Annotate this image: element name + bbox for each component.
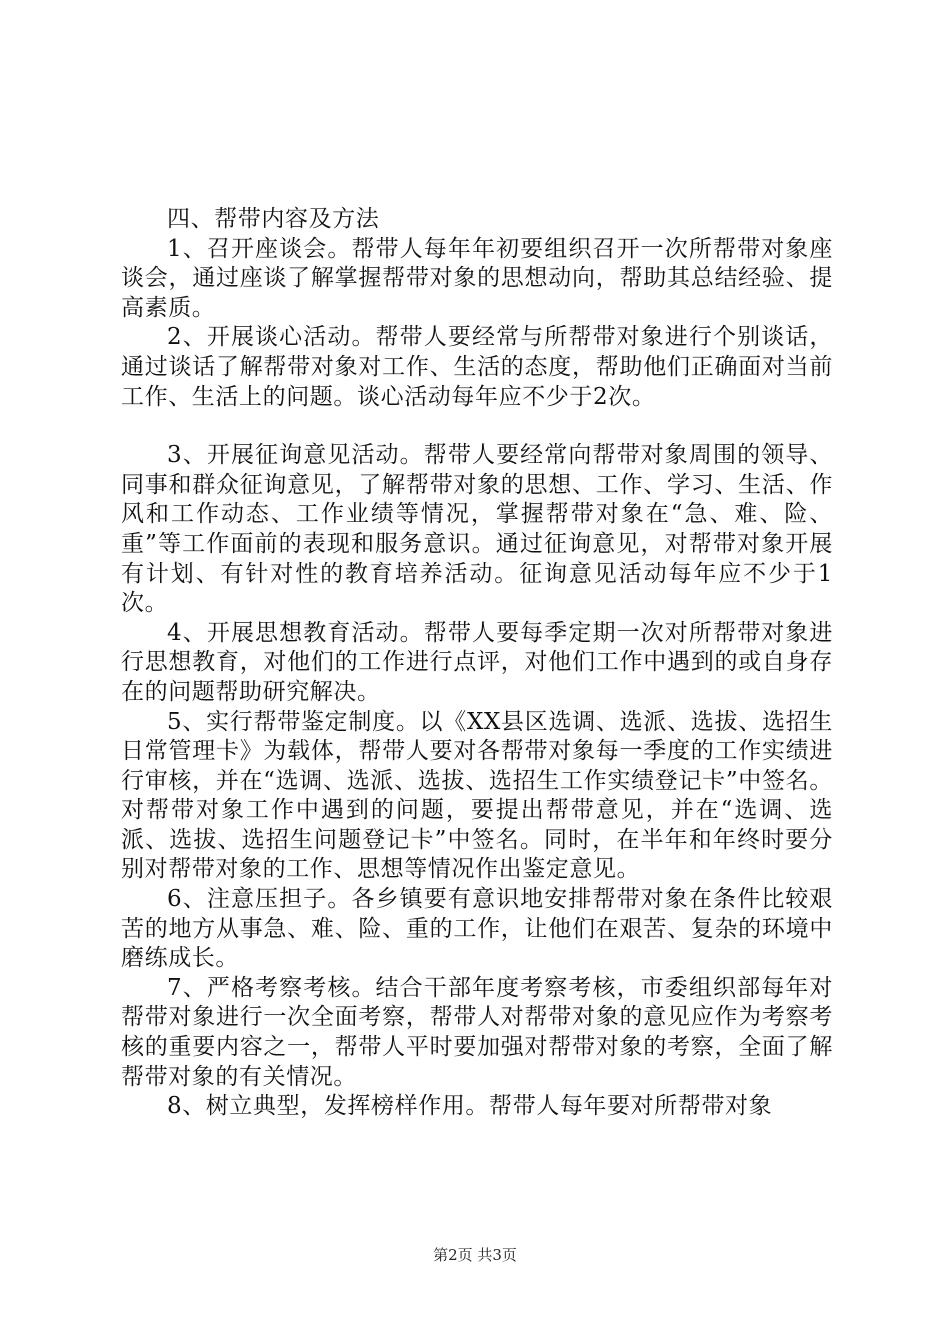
paragraph-8: 8、树立典型，发挥榜样作用。帮带人每年要对所帮带对象 xyxy=(167,1093,773,1120)
paragraph-7: 7、严格考察考核。结合干部年度考察考核，市委组织部每年对帮带对象进行一次全面考察，帮带人对帮带对象的意见应作为考察考核的重要内容之一，帮带人平时要加强对帮带对象的考察，全面了解帮带对象的有关情况。 xyxy=(121,974,833,1090)
document-body xyxy=(121,205,833,1122)
paragraph-2: 2、开展谈心活动。帮带人要经常与所帮带对象进行个别谈话，通过谈话了解帮带对象对工作、生活的态度，帮助他们正确面对当前工作、生活上的问题。谈心活动每年应不少于2次。 xyxy=(121,324,833,410)
page-number-footer: 第2页 共3页 xyxy=(433,1246,517,1264)
section-heading: 四、帮带内容及方法 xyxy=(167,206,380,232)
paragraph-3: 3、开展征询意见活动。帮带人要经常向帮带对象周围的领导、同事和群众征询意见，了解帮带对象的思想、工作、学习、生活、作风和工作动态、工作业绩等情况，掌握帮带对象在“急、难、险、重”等工作面前的表现和服务意识。通过征询意见，对帮带对象开展有计划、有针对性的教育培养活动。征询意见活动每年应不少于1次。 xyxy=(121,442,833,617)
paragraph-6: 6、注意压担子。各乡镇要有意识地安排帮带对象在条件比较艰苦的地方从事急、难、险、重的工作，让他们在艰苦、复杂的环境中磨练成长。 xyxy=(121,886,833,972)
paragraph-5: 5、实行帮带鉴定制度。以《XX县区选调、选派、选拔、选招生日常管理卡》为载体，帮带人要对各帮带对象每一季度的工作实绩进行审核，并在“选调、选派、选拔、选招生工作实绩登记卡”中签名。对帮带对象工作中遇到的问题，要提出帮带意见，并在“选调、选派、选拔、选招生问题登记卡”中签名。同时，在半年和年终时要分别对帮带对象的工作、思想等情况作出鉴定意见。 xyxy=(121,708,833,883)
paragraph-4: 4、开展思想教育活动。帮带人要每季定期一次对所帮带对象进行思想教育，对他们的工作进行点评，对他们工作中遇到的或自身存在的问题帮助研究解决。 xyxy=(121,619,833,705)
paragraph-1: 1、召开座谈会。帮带人每年年初要组织召开一次所帮带对象座谈会，通过座谈了解掌握帮带对象的思想动向，帮助其总结经验、提高素质。 xyxy=(121,235,833,321)
